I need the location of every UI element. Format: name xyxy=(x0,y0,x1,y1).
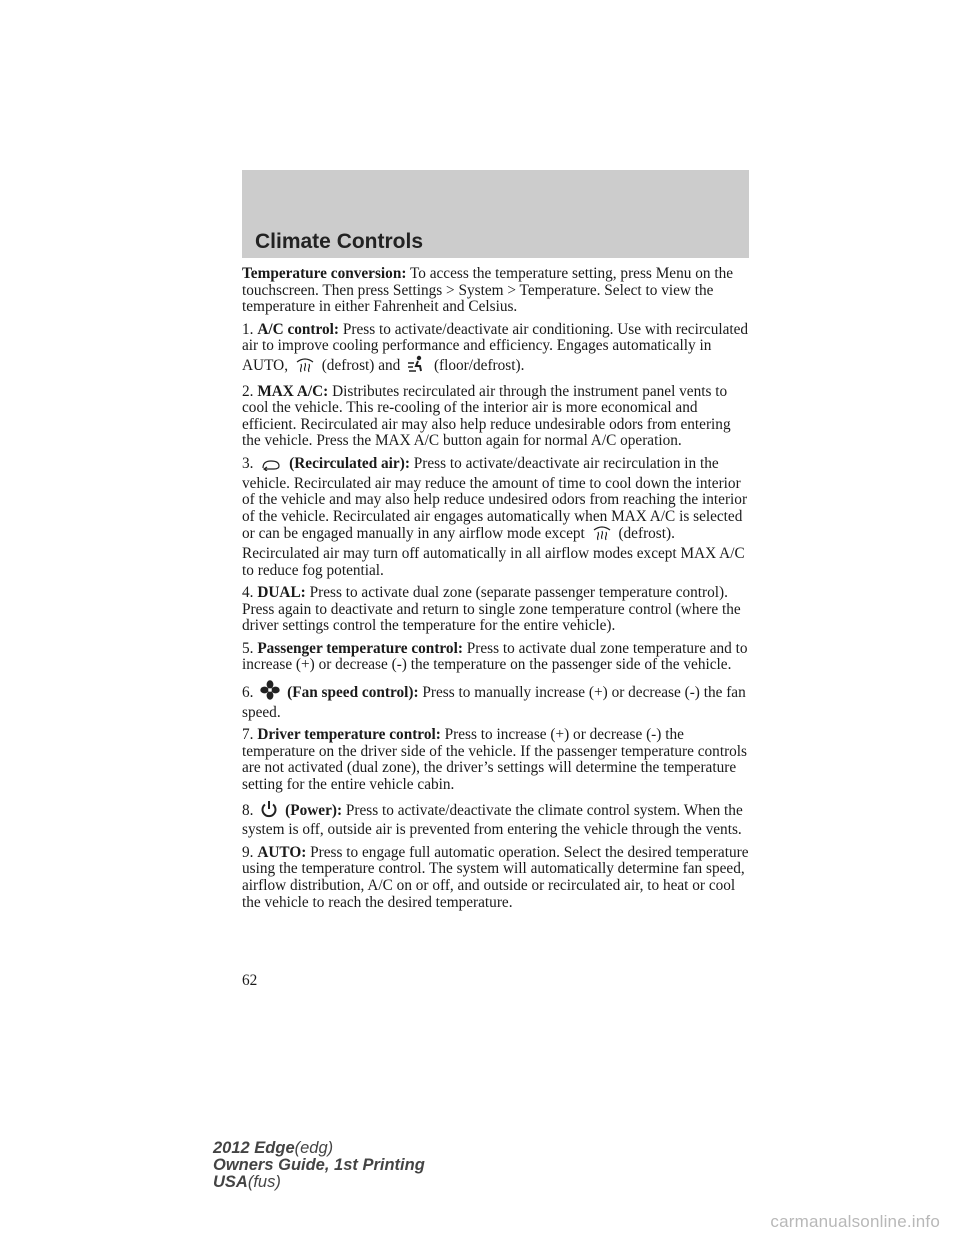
item-number: 9. xyxy=(242,843,254,861)
item-text: (floor/defrost). xyxy=(433,356,525,374)
footer-region-line xyxy=(213,1174,425,1191)
footer-guide: Owners Guide, 1st Printing xyxy=(213,1156,425,1174)
page-number: 62 xyxy=(242,972,258,989)
item-text: Press to engage full automatic operation. Select the desired temperature using the temperature control. The system will automatically determine fan speed, airflow distribution, A/C on or off, and outside or recirculated air, to heat or cool the vehicle to reach the desired temperature. xyxy=(242,843,749,911)
footer-model-code: (edg) xyxy=(294,1139,334,1157)
item-label: MAX A/C: xyxy=(257,382,329,400)
section-title: Climate Controls xyxy=(255,230,424,253)
document-footer xyxy=(213,1140,425,1191)
item-driver-temperature xyxy=(242,727,750,793)
defrost-icon xyxy=(592,525,612,546)
item-label: A/C control: xyxy=(257,320,340,338)
item-text: Distributes recirculated air through the instrument panel vents to cool the vehicle. This re-cooling of the interior air is more economical and efficient. Recirculated air may also help reduce undesirable odors from entering the vehicle. Press the MAX A/C button again for normal A/C operation. xyxy=(242,382,731,450)
recirculated-air-icon xyxy=(260,459,282,476)
footer-model-line xyxy=(213,1140,425,1157)
power-icon xyxy=(260,800,278,823)
item-number: 8. xyxy=(242,801,254,819)
item-text: (defrost) and xyxy=(321,356,401,374)
item-recirculated-air xyxy=(242,456,750,579)
item-number: 7. xyxy=(242,726,254,744)
item-label: AUTO: xyxy=(257,843,307,861)
item-text: Press to activate/deactivate the climate control system. When the system is off, outside air is prevented from entering the vehicle through the vents. xyxy=(242,801,743,839)
item-number: 3. xyxy=(242,454,254,472)
item-number: 4. xyxy=(242,584,254,602)
item-power xyxy=(242,800,750,839)
item-ac-control xyxy=(242,322,750,378)
item-passenger-temperature xyxy=(242,641,750,674)
item-label: Passenger temperature control: xyxy=(257,639,463,657)
item-label: Driver temperature control: xyxy=(257,726,441,744)
item-text: (defrost). Recirculated air may turn off automatically in all airflow modes except MAX A/C to reduce fog potential. xyxy=(242,525,745,579)
item-text: Press to manually increase (+) or decrease (-) the fan speed. xyxy=(242,684,746,721)
item-text: Press to activate dual zone temperature and to increase (+) or decrease (-) the temperature on the passenger side of the vehicle. xyxy=(242,639,748,674)
item-label: (Fan speed control): xyxy=(287,684,419,702)
item-text: To access the temperature setting, press Menu on the touchscreen. Then press Settings > System > Temperature. Select to view the temperature in either Fahrenheit and Celsius. xyxy=(242,265,734,316)
footer-region: USA xyxy=(213,1173,248,1191)
item-number: 6. xyxy=(242,684,254,702)
temperature-conversion-paragraph xyxy=(242,266,750,316)
item-label: (Power): xyxy=(285,801,343,819)
item-fan-speed xyxy=(242,680,750,721)
item-text: Press to activate/deactivate air recirculation in the vehicle. Recirculated air may reduce the amount of time to cool down the interior of the vehicle and may also help reduce undesired odors from reaching the interior of the vehicle. Recirculated air engages automatically when MAX A/C is selected or can be engaged manually in any airflow mode except xyxy=(242,454,748,543)
item-max-ac xyxy=(242,384,750,450)
fan-icon xyxy=(260,680,280,705)
item-text: Press to activate/deactivate air conditioning. Use with recirculated air to improve cooling performance and efficiency. Engages automatically in AUTO, xyxy=(242,320,749,374)
manual-content xyxy=(242,266,750,917)
item-number: 5. xyxy=(242,639,254,657)
item-dual xyxy=(242,585,750,635)
item-text: Press to increase (+) or decrease (-) the temperature on the driver side of the vehicle. If the passenger temperature controls are not activated (dual zone), the driver’s settings will determine the temperature setting for the entire vehicle cabin. xyxy=(242,726,748,794)
floor-defrost-icon xyxy=(407,355,427,378)
footer-model: 2012 Edge xyxy=(213,1139,295,1157)
item-number: 2. xyxy=(242,382,254,400)
footer-region-code: (fus) xyxy=(247,1173,281,1191)
watermark-link[interactable]: carmanualsonline.info xyxy=(770,1212,940,1231)
item-text: Press to activate dual zone (separate passenger temperature control). Press again to deactivate and return to single zone temperature control (where the driver settings control the temperature for the entire vehicle). xyxy=(242,584,741,635)
item-number: 1. xyxy=(242,320,254,338)
item-label: DUAL: xyxy=(257,584,306,602)
item-label: (Recirculated air): xyxy=(289,454,410,472)
defrost-icon xyxy=(295,357,315,378)
item-auto xyxy=(242,845,750,911)
item-label: Temperature conversion: xyxy=(242,265,407,282)
